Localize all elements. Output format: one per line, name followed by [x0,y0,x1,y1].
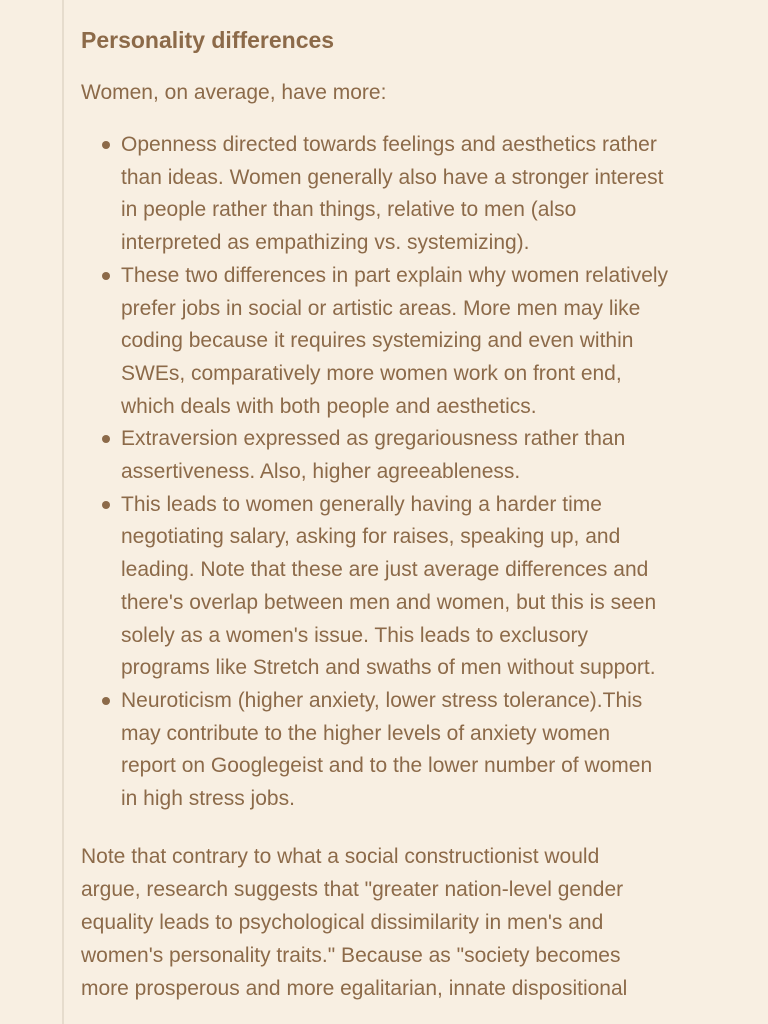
bullet-icon [102,272,110,280]
bullet-icon [102,141,110,149]
list-item [121,423,761,488]
intro-paragraph: Women, on average, have more: [81,81,387,104]
list-item-line: programs like Stretch and swaths of men without support. [121,656,656,680]
left-margin-rule [62,0,64,1024]
list-item-line: prefer jobs in social or artistic areas. More men may like [121,296,641,320]
note-line: Note that contrary to what a social constructionist would [81,844,600,868]
list-item [121,129,761,260]
list-item-line: leading. Note that these are just average differences and [121,558,649,582]
bullet-icon [102,697,110,705]
list-item-line: negotiating salary, asking for raises, speaking up, and [121,525,621,549]
list-item [121,685,761,816]
list-item-line: Extraversion expressed as gregariousness rather than [121,427,626,451]
bullet-icon [102,435,110,443]
list-item-line: coding because it requires systemizing and even within [121,329,634,353]
note-line: argue, research suggests that "greater nation-level gender [81,877,624,901]
note-paragraph [81,840,761,1005]
list-item-line: may contribute to the higher levels of anxiety women [121,721,611,745]
document-content [81,22,761,1005]
list-item-line: in people rather than things, relative to men (also [121,198,577,222]
list-item-line: report on Googlegeist and to the lower number of women [121,754,653,778]
note-line: women's personality traits." Because as "society becomes [81,943,621,967]
list-item-line: This leads to women generally having a harder time [121,492,602,516]
section-heading: Personality differences [81,27,335,53]
list-item-line: Openness directed towards feelings and aesthetics rather [121,133,657,156]
note-line: equality leads to psychological dissimilarity in men's and [81,910,604,934]
list-item [121,260,761,424]
bullet-list [81,129,761,816]
list-item-line: solely as a women's issue. This leads to exclusory [121,623,588,647]
list-item-line: assertiveness. Also, higher agreeableness. [121,460,521,484]
list-item-line: than ideas. Women generally also have a stronger interest [121,165,664,189]
list-item-line: which deals with both people and aesthetics. [121,394,537,418]
list-item-line: Neuroticism (higher anxiety, lower stress tolerance).This [121,688,643,712]
list-item-line: in high stress jobs. [121,787,295,811]
list-item-line: there's overlap between men and women, but this is seen [121,590,657,614]
list-item-line: interpreted as empathizing vs. systemizing). [121,231,530,255]
bullet-icon [102,501,110,509]
note-line: more prosperous and more egalitarian, innate dispositional [81,976,628,1000]
list-item-line: These two differences in part explain why women relatively [121,263,669,287]
list-item-line: SWEs, comparatively more women work on front end, [121,361,622,385]
list-item [121,489,761,685]
